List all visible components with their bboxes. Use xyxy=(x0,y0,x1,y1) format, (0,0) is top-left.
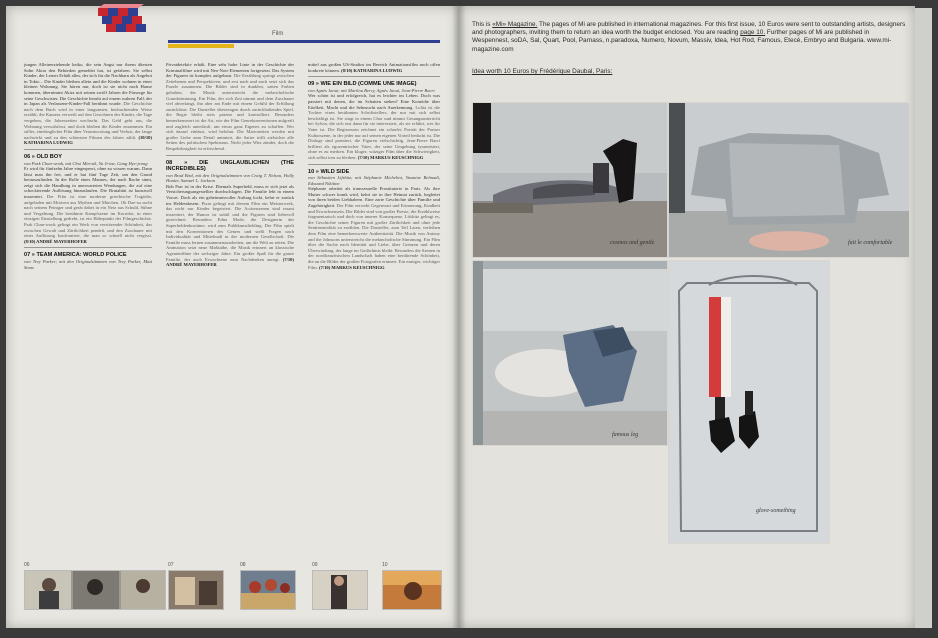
intro-page-ref: page 10. xyxy=(740,29,766,37)
review-credit-10: von Sébastien Lifshitz; mit Stéphanie Michelini, Yasmine Belmadi, Edouard Nikitine xyxy=(308,175,440,186)
text-column-3: mittel aus großen US-Studios im Bereich Animationsfilm noch offen konkrete können. (8/10) KATHARINA LUDWIG 09 » WIE EIN BILD (COMME UNE IMAGE) von Agnès Jaoui; mit Marilou Berry, Agnès Jaoui, Jean-Pierre Bacri Wer schön ist und erfolgreich, hat es leichter im Leben. Doch was passiert mit denen, die im Schatten stehen? Eine Komödie über Eitelkeit, Macht und die Sehnsucht nach Anerkennung. Lolita ist die Tochter eines berühmten Schriftstellers, der nur mit sich selbst beschäftigt ist. Sie singt in einem Chor und nimmt Gesangsunterricht bei Sylvia, die sich erst dann für sie interessiert, als sie erfährt, wer ihr Vater ist. Die Regisseurin zeichnet ein scharfes Porträt der Pariser Kulturszene, in der jeder nur auf seinen eigenen Vorteil bedacht ist. Die Dialoge sind pointiert, die Figuren vielschichtig. Jean-Pierre Bacri brilliert als egozentrischer Vater, der seine Umgebung tyrannisiert, ohne es zu merken. Ein kluger, witziger Film über die Schwierigkeit, sich selbst treu zu bleiben. (7/10) MARKUS KEUSCHNIGG 10 » WILD SIDE von Sébastien Lifshitz; mit Stéphanie Michelini, Yasmine Belmadi, Edouard Nikitine Stéphanie arbeitet als transsexuelle Prostituierte in Paris. Als ihre Mutter schwer krank wird, kehrt sie in ihre Heimat zurück, begleitet von ihren beiden Liebhabern. Eine zarte Geschichte über Familie und Zugehörigkeit. Der Film verwebt Gegenwart und Erinnerung, Kindheit und Erwachsensein. Die Bilder sind von großer Poesie, die Erzählweise fragmentarisch und doch von innerer Konsequenz. Lifshitz gelingt es, die Geschichte seiner Figuren mit großer Zärtlichkeit und ohne jede Sentimentalität zu erzählen. Die Darsteller, zum Teil Laien, verleihen dem Film eine bemerkenswerte Authentizität. Die Musik von Antony and the Johnsons unterstreicht die melancholische Stimmung. Ein Film über die Suche nach Identität und Liebe, über Grenzen und deren Überwindung, der lange im Gedächtnis bleibt. Besonders die Szenen in der nordfranzösischen Landschaft haben eine berührende Schönheit, die an die Bilder der großen Fotografen erinnert. Ein mutiger, wichtiger Film. (7/10) MARKUS KEUSCHNIGG xyxy=(308,62,440,270)
review-signature-09: (7/10) MARKUS KEUSCHNIGG xyxy=(357,154,424,160)
photo-sweater-on-seat xyxy=(668,102,910,258)
review-signature-06: (8/10) ANDRÉ MAYERHOFER xyxy=(24,238,87,244)
review-signature: (10/10) KATHARINA LUDWIG xyxy=(24,134,152,146)
review-title-07: 07 » TEAM AMERICA: WORLD POLICE xyxy=(24,252,127,259)
intro-paragraph: jungen Alleinerziehende keiko, die sein Angst nur ihrem ältesten Sohn Akira den Behörden gemeldet hat, ist gefahren. Sie selbst Kinder, der Lerner Erhält alles, der sich für die Nachbarn als Angebot in Tokio... Die Kinder bleiben allein und die Kinder wohnen in einer kleinen Wohnung. Sie hören nur, doch ist sie nicht nach Hause kommen, übernimmt Akira mit seinen zwölf Jahren die Fürsorge für seine Geschwister. Die Geschichte beruht auf einem wahren Fall, der in Japan als Verlassene-Kinder-Fall berühmt wurde. xyxy=(24,62,153,107)
thumb-number: 09 xyxy=(312,562,318,568)
text-column-1: jungen Alleinerziehende keiko, die sein Angst nur ihrem ältesten Sohn Akira den Behörden gemeldet hat, ist gefahren. Sie selbst Kinder, der Lerner Erhält alles, der sich für die Nachbarn als Angebot in Tokio... Die Kinder bleiben allein und die Kinder wohnen in einer kleinen Wohnung. Sie hören nur, doch ist sie nicht nach Hause kommen, übernimmt Akira mit seinen zwölf Jahren die Fürsorge für seine Geschwister. Die Geschichte beruht auf einem wahren Fall, der in Japan als Verlassene-Kinder-Fall berühmt wurde. Die Geschichte nach dem Buch wird in einer langsamen, beobachtenden Weise erzählt; die Kamera verweilt auf den Gesichtern der Kinder, die Tage vergehen, die Jahreszeiten wechseln. Das Geld geht aus, die Wohnung verwahrlost, und doch bleiben die Kinder zusammen. Ein stiller, eindringlicher Film über Verantwortung und Verlust, der lange nachwirkt und zu den schönsten Filmen des Jahres zählt. (10/10) KATHARINA LUDWIG 06 » OLD BOY von Park Chan-wook, mit Choi Min-sik, Yu Ji-tae, Gang Hye-jeong Er wird für fünfzehn Jahre eingesperrt, ohne zu wissen warum. Dann lässt man ihn frei, und er hat fünf Tage Zeit, um den Grund herauszufinden. In der Rolle eines Mannes, der nach Rache sinnt, zeigt sich die Handlung in unerwarteten Wendungen, die auf eine schockierende Auflösung hinauslaufen. Die Brutalität ist kunstvoll inszeniert. Der Film ist eine moderne griechische Tragödie, aufgeladen mit Motiven aus Mythen und Märchen. Oh Dae-su sucht nach seinem Peiniger und gerät dabei in ein Netz aus Schuld, Sühne und Vergeltung. Die berühmte Kampfszene im Korridor, in einer einzigen Einstellung gedreht, ist ein Höhepunkt der Filmgeschichte. Park Chan-wook gelingt ein Werk von verstörender Schönheit, das zwischen Gewalt und Zärtlichkeit pendelt, und den Zuschauer mit einer Auflösung konfrontiert, die man so schnell nicht vergisst. (8/10) ANDRÉ MAYERHOFER 07 » TEAM AMERICA: WORLD POLICE von Trey Parker; mit den Originalstimmen von Trey Parker, Matt Stone xyxy=(24,62,153,270)
section-label: Film xyxy=(272,31,284,37)
review-credit-09: von Agnès Jaoui; mit Marilou Berry, Agnès Jaoui, Jean-Pierre Bacri xyxy=(308,87,435,93)
film-still-10 xyxy=(382,570,442,610)
photo-caption-2: fait le comfortable xyxy=(848,240,893,246)
page-edge xyxy=(915,8,932,628)
photo-hanger-with-gloves xyxy=(668,260,830,544)
review-credit-06: von Park Chan-wook, mit Choi Min-sik, Yu Ji-tae, Gang Hye-jeong xyxy=(24,160,148,166)
review-credit-07: von Trey Parker; mit den Originalstimmen von Trey Parker, Matt Stone xyxy=(24,259,152,270)
film-still-07 xyxy=(168,570,224,610)
photo-blanket-and-jeans xyxy=(472,260,668,446)
review-credit-08: von Brad Bird, mit den Originalstimmen von Craig T. Nelson, Holly Hunter, Samuel L. Jackson xyxy=(166,172,294,184)
review-body-09: Wer schön ist und erfolgreich, hat es leichter im Leben. Doch was passiert mit denen, die im Schatten stehen? Eine Komödie über Eitelkeit, Macht und die Sehnsucht nach Anerkennung. xyxy=(308,93,440,110)
review-signature-08: (7/10) ANDRÉ MAYERHOFER xyxy=(166,256,295,268)
review-title-10: 10 » WILD SIDE xyxy=(308,168,350,175)
review-title-08: 08 » DIE UNGLAUBLICHEN (THE INCREDIBLES) xyxy=(166,159,294,173)
thumb-number: 06 xyxy=(24,562,30,568)
photo-caption-1: cosmos and gentle xyxy=(610,240,655,246)
film-still-09 xyxy=(312,570,368,610)
mi-intro-text xyxy=(472,21,908,54)
review-title-09: 09 » WIE EIN BILD (COMME UNE IMAGE) xyxy=(308,81,417,88)
film-still-06 xyxy=(24,570,166,610)
photo-caption-3: famous leg xyxy=(612,432,639,438)
section-rule xyxy=(168,40,440,50)
thumb-number: 08 xyxy=(240,562,246,568)
film-still-08 xyxy=(240,570,296,610)
page-gutter xyxy=(452,6,466,628)
review-body-10: Stéphanie arbeitet als transsexuelle Prostituierte in Paris. Als ihre Mutter schwer krank wird, kehrt sie in ihre Heimat zurück, begleitet von ihren beiden Liebhabern. Eine zarte Geschichte über Familie und Zugehörigkeit. xyxy=(308,186,440,209)
text-column-2: Privatdetektiv erhält. Eine sehr hohe Linie in der Geschichte der Kriminalfilme wird mit Neo-Noir-Elementen fortgesetzt. Das System der Figuren ist komplex aufgebaut. Die Erzählung springt zwischen Zeitebenen und Perspektiven, und erst nach und nach setzt sich das Puzzle zusammen. Die Bilder sind in dunklen, satten Farben gehalten, die Musik unterstreicht die melancholische Grundstimmung. Ein Film, der sich Zeit nimmt und dem Zuschauer viel abverlangt, ihn aber am Ende mit einem Gefühl der Erfüllung zurücklässt. Die Darsteller überzeugen durch zurückhaltendes Spiel, die Regie bleibt stets präzise und kontrolliert. Besonders bemerkenswert ist die Art, wie der Film Genrekonventionen aufgreift und zugleich unterläuft, um etwas ganz Eigenes zu schaffen. Wer sich darauf einlässt, wird belohnt. Die Marionetten werden mit großer Liebe zum Detail animiert, die Satire trifft zielsicher alle Seiten des politischen Spektrums. Nicht jeder Witz zündet, doch die Respektlosigkeit ist erfrischend. 08 » DIE UNGLAUBLICHEN (THE INCREDIBLES) von Brad Bird, mit den Originalstimmen von Craig T. Nelson, Holly Hunter, Samuel L. Jackson Bob Parr ist in der Krise. Ehemals Superheld, muss er sich jetzt als Versicherungsangestellter durchschlagen. Die Familie lebt in einem Vorort. Doch als ein geheimnisvoller Auftrag lockt, kehrt er zurück ins Heldendasein. Pixar gelingt mit diesem Film ein Meisterwerk, das nicht nur Kinder begeistert. Die Actionszenen sind rasant inszeniert, der Humor ist subtil und die Figuren sind liebevoll gezeichnet. Besonders Edna Mode, die Designerin der Superheldenkostüme, wird zum Publikumsliebling. Der Film spielt mit den Konventionen des Genres und stellt Fragen nach Individualität und Mittelmaß in der modernen Gesellschaft. Die Familie muss lernen zusammenzuarbeiten, um die Welt zu retten. Die Animation setzt neue Maßstäbe, die Musik erinnert an klassische Agentenfilme der sechziger Jahre. Ein großer Spaß für die ganze Familie, der auch Erwachsene zum Nachdenken anregt. (7/10) ANDRÉ MAYERHOFER xyxy=(166,62,295,268)
photo-legs-on-bench xyxy=(472,102,668,258)
intro-magazine-name: «Mi» Magazine. xyxy=(492,21,538,28)
thumb-number: 10 xyxy=(382,562,388,568)
review-body-06: Er wird für fünfzehn Jahre eingesperrt, ohne zu wissen warum. Dann lässt man ihn frei, und er hat fünf Tage Zeit, um den Grund herauszufinden. In der Rolle eines Mannes, der nach Rache sinnt, zeigt sich die Handlung in unerwarteten Wendungen, die auf eine schockierende Auflösung hinauslaufen. Die Brutalität ist kunstvoll inszeniert. xyxy=(24,166,152,200)
photo-caption-4: glove-something xyxy=(756,508,796,514)
intro-lead: This is xyxy=(472,21,491,28)
idea-credit: Idea worth 10 Euros by Frédérique Daubal, Paris: xyxy=(472,68,613,75)
review-signature: (8/10) KATHARINA LUDWIG xyxy=(341,67,403,73)
col3-intro: mittel aus großen US-Studios im Bereich Animationsfilm noch offen konkrete können. xyxy=(308,62,440,73)
review-body-08: Bob Parr ist in der Krise. Ehemals Superheld, muss er sich jetzt als Versicherungsangestellter durchschlagen. Die Familie lebt in einem Vorort. Doch als ein geheimnisvoller Auftrag lockt, kehrt er zurück ins Heldendasein. xyxy=(166,183,294,206)
thumb-number: 07 xyxy=(168,562,174,568)
review-signature-10: (7/10) MARKUS KEUSCHNIGG xyxy=(319,264,385,270)
col2-intro: Privatdetektiv erhält. Eine sehr hohe Linie in der Geschichte der Kriminalfilme wird mit Neo-Noir-Elementen fortgesetzt. Das System der Figuren ist komplex aufgebaut. xyxy=(166,62,294,79)
review-title-06: 06 » OLD BOY xyxy=(24,153,62,160)
mi-cube-logo-icon xyxy=(90,4,154,40)
intro-body: The pages of Mi are published in international magazines. For this first issue, 10 Euros were sent to outstanding artists, designers and photographers, inviting them to return an idea worth the budget enclosed. You are reading xyxy=(472,21,906,37)
intro-tail: Further pages of Mi are published in Wespennest, soDA, Sal, Quart, Pool, Parnass, n.paradoxa, Numero, Novum, Massiv, Idea, Hot Rod, Famous, Etecé, Embryo and Bulgaria. www.mi-magazine.com xyxy=(472,29,892,53)
